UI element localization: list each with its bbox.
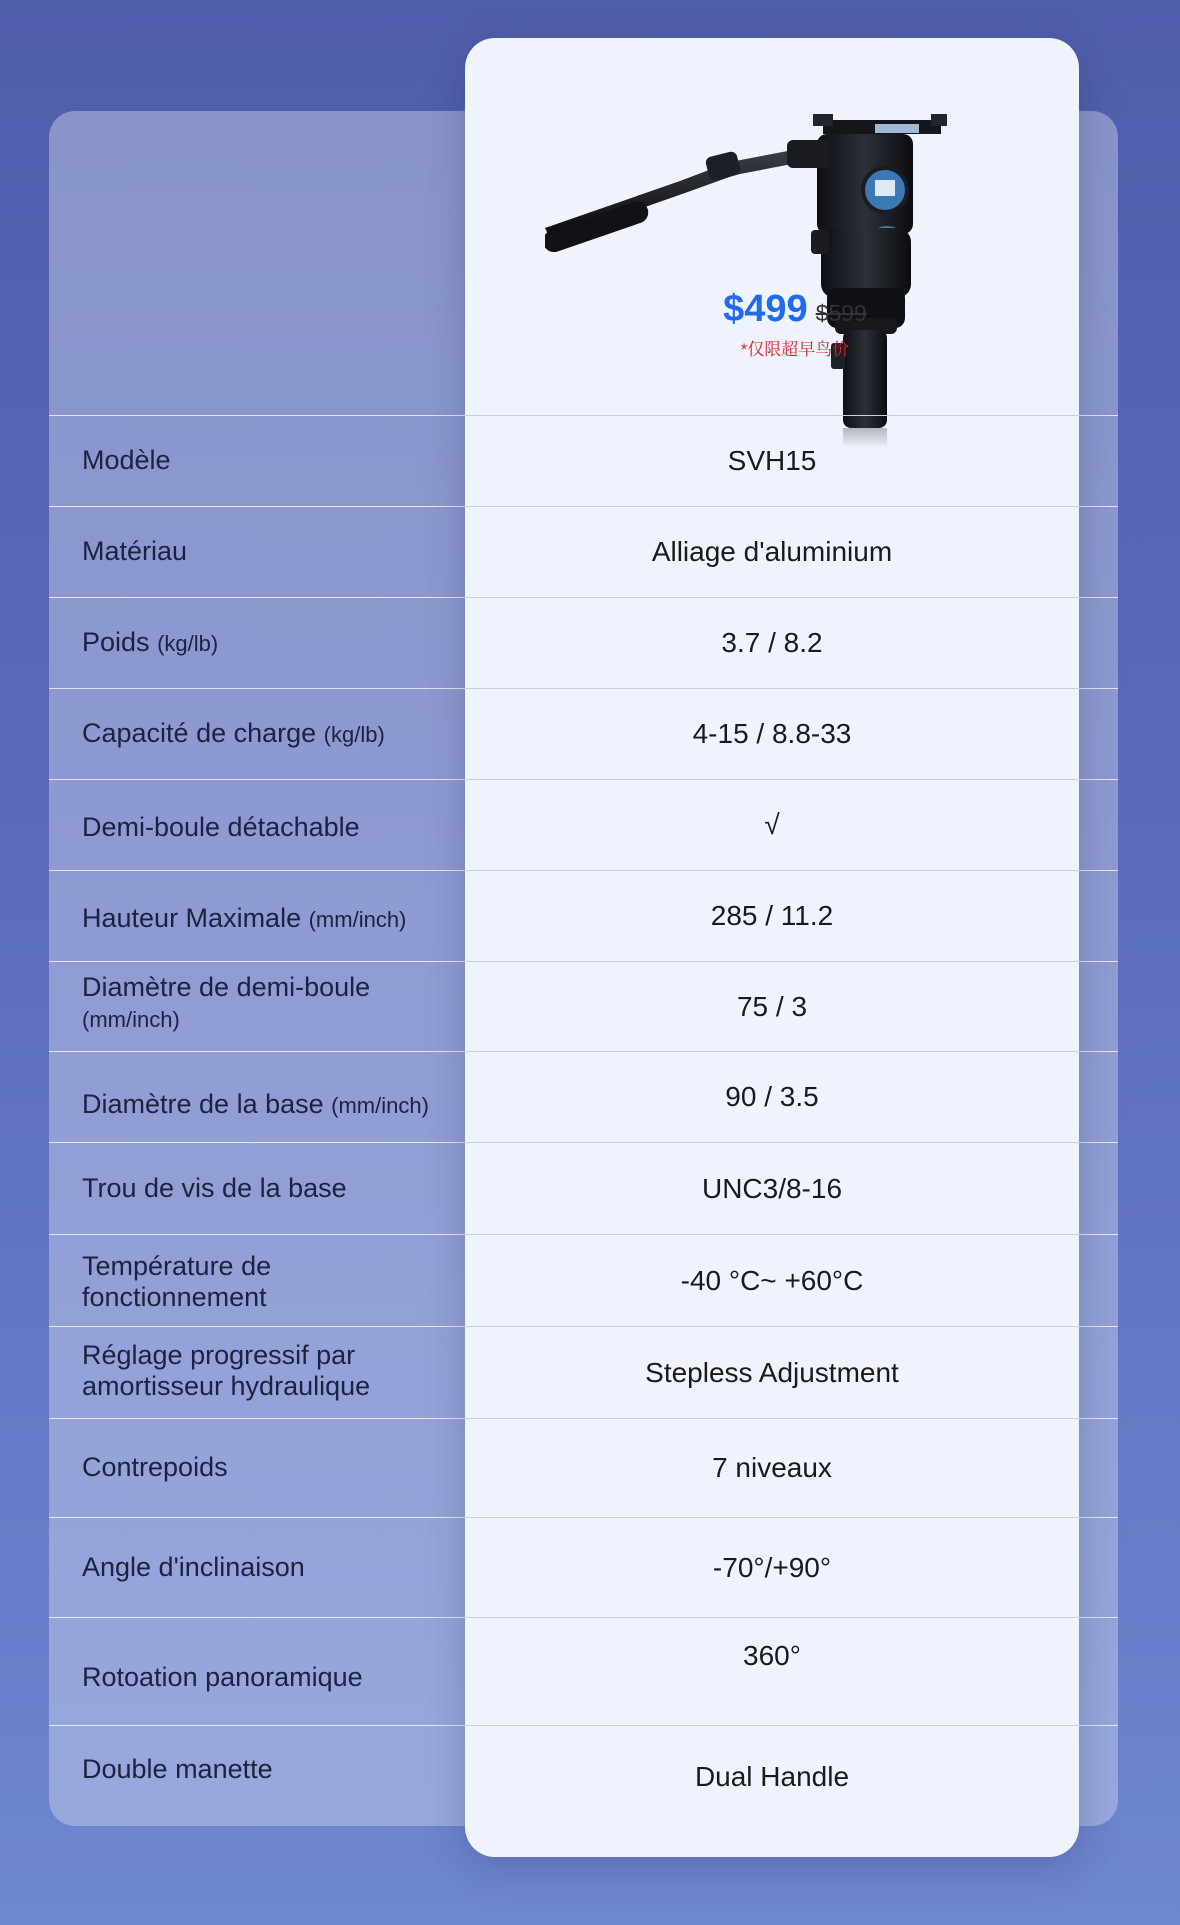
spec-value-operating-temperature: -40 °C~ +60°C <box>465 1234 1079 1326</box>
spec-label-tilt-angle: Angle d'inclinaison <box>82 1551 305 1582</box>
spec-label-model: Modèle <box>82 445 171 476</box>
spec-label-operating-temperature: Température de fonctionnement <box>82 1251 272 1313</box>
product-card <box>465 38 1079 1857</box>
spec-value-counterbalance: 7 niveaux <box>465 1418 1079 1517</box>
spec-value-max-height: 285 / 11.2 <box>465 870 1079 961</box>
price-block <box>685 288 905 360</box>
spec-unit-weight: (kg/lb) <box>157 631 219 657</box>
spec-value-detachable-half-ball: √ <box>465 779 1079 870</box>
video-head-product-image <box>545 78 975 448</box>
spec-label-pan-rotation: Rotoation panoramique <box>82 1661 363 1692</box>
spec-label-weight: Poids (kg/lb) <box>82 627 219 658</box>
spec-label-detachable-half-ball: Demi-boule détachable <box>82 812 360 843</box>
spec-label-max-height: Hauteur Maximale (mm/inch) <box>82 903 407 934</box>
spec-value-material: Alliage d'aluminium <box>465 506 1079 597</box>
spec-value-base-screw-hole: UNC3/8-16 <box>465 1142 1079 1234</box>
spec-value-load-capacity: 4-15 / 8.8-33 <box>465 688 1079 779</box>
spec-unit-base-diameter: (mm/inch) <box>331 1093 429 1119</box>
spec-value-hydraulic-damping: Stepless Adjustment <box>465 1326 1079 1418</box>
spec-value-model: SVH15 <box>465 415 1079 506</box>
price-current: $499 <box>723 288 808 330</box>
spec-value-pan-rotation: 360° <box>465 1617 1079 1725</box>
spec-unit-max-height: (mm/inch) <box>308 907 407 933</box>
spec-label-hydraulic-damping: Réglage progressif par amortisseur hydraulique <box>82 1340 371 1402</box>
spec-label-counterbalance: Contrepoids <box>82 1452 228 1483</box>
price-old: $599 <box>815 300 867 326</box>
spec-value-half-ball-diameter: 75 / 3 <box>465 961 1079 1051</box>
spec-label-half-ball-diameter: Diamètre de demi-boule (mm/inch) <box>82 972 371 1033</box>
spec-label-dual-handle: Double manette <box>82 1754 273 1784</box>
spec-unit-load-capacity: (kg/lb) <box>323 722 385 748</box>
spec-label-base-diameter: Diamètre de la base (mm/inch) <box>82 1089 429 1120</box>
spec-value-tilt-angle: -70°/+90° <box>465 1517 1079 1617</box>
spec-label-load-capacity: Capacité de charge (kg/lb) <box>82 718 385 749</box>
spec-value-table <box>465 415 1079 1827</box>
spec-label-base-screw-hole: Trou de vis de la base <box>82 1172 347 1203</box>
spec-unit-half-ball-diameter: (mm/inch) <box>82 1007 180 1033</box>
spec-value-base-diameter: 90 / 3.5 <box>465 1051 1079 1142</box>
price-note: *仅限超早鸟价 <box>740 340 850 359</box>
spec-value-dual-handle: Dual Handle <box>465 1725 1079 1827</box>
spec-value-weight: 3.7 / 8.2 <box>465 597 1079 688</box>
spec-label-material: Matériau <box>82 536 188 567</box>
